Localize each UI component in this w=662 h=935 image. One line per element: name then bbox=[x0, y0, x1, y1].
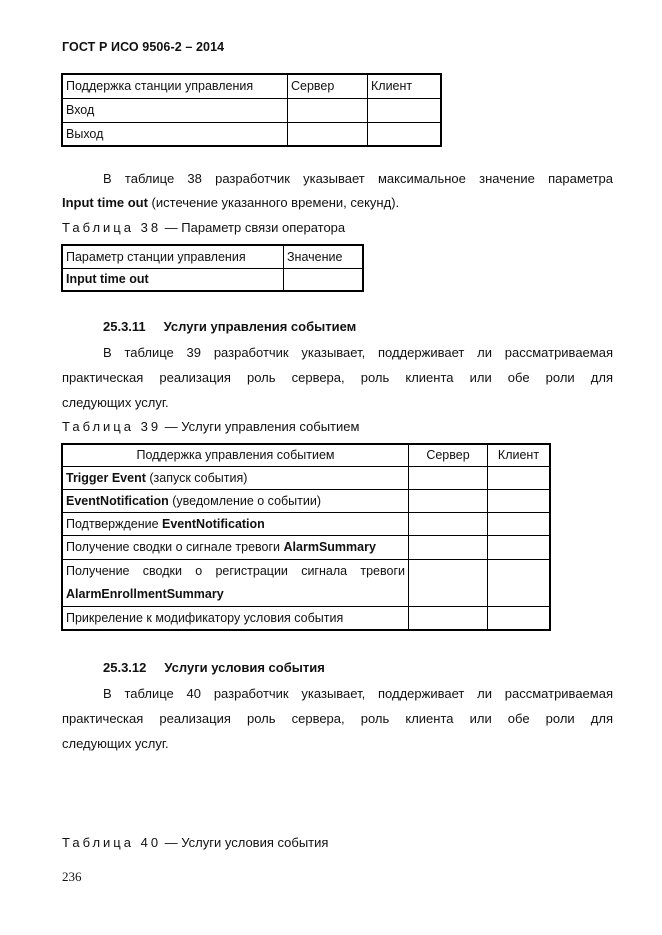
table-cell: Trigger Event (запуск события) bbox=[62, 466, 409, 489]
table-cell: Получение сводки о сигнале тревоги AlarmSummary bbox=[62, 535, 409, 559]
section-heading-25-3-12 bbox=[103, 660, 325, 675]
table-cell: EventNotification (уведомление о событии) bbox=[62, 489, 409, 512]
caption-text: — Услуги условия события bbox=[161, 835, 329, 850]
document-header: ГОСТ Р ИСО 9506-2 – 2014 bbox=[62, 40, 225, 54]
paragraph-40-line3: следующих услуг. bbox=[62, 736, 169, 751]
section-title: Услуги условия события bbox=[164, 660, 325, 675]
table-header-cell: Клиент bbox=[368, 74, 442, 98]
caption-39 bbox=[62, 419, 359, 434]
table-cell: Подтверждение EventNotification bbox=[62, 512, 409, 535]
section-number: 25.3.11 bbox=[103, 319, 146, 334]
table-cell: Вход bbox=[62, 98, 288, 122]
table-cell bbox=[284, 268, 364, 291]
caption-text: — Услуги управления событием bbox=[161, 419, 360, 434]
paragraph-39-line2: практическая реализация роль сервера, роль клиента или обе роли для bbox=[62, 370, 613, 385]
caption-label: Таблица 38 bbox=[62, 220, 162, 235]
table-cell bbox=[488, 606, 551, 630]
table-cell bbox=[488, 535, 551, 559]
paragraph-40-line2: практическая реализация роль сервера, роль клиента или обе роли для bbox=[62, 711, 613, 726]
param-name: Input time out bbox=[62, 195, 148, 210]
table-cell: Input time out bbox=[62, 268, 284, 291]
section-heading-25-3-11 bbox=[103, 319, 356, 334]
table-cell bbox=[488, 559, 551, 606]
caption-label: Таблица 39 bbox=[62, 419, 162, 434]
caption-38 bbox=[62, 220, 345, 235]
caption-40 bbox=[62, 835, 328, 850]
table-header-cell: Поддержка станции управления bbox=[62, 74, 288, 98]
table-cell bbox=[409, 489, 488, 512]
paragraph-38-line1: В таблице 38 разработчик указывает максимальное значение параметра bbox=[103, 171, 613, 186]
table-header-cell: Значение bbox=[284, 245, 364, 268]
table-cell bbox=[488, 512, 551, 535]
table-header-cell: Поддержка управления событием bbox=[62, 444, 409, 466]
table-header-cell: Сервер bbox=[409, 444, 488, 466]
table-cell bbox=[409, 535, 488, 559]
table-header-cell: Клиент bbox=[488, 444, 551, 466]
table-cell: Выход bbox=[62, 122, 288, 146]
section-title: Услуги управления событием bbox=[163, 319, 357, 334]
table-header-cell: Сервер bbox=[288, 74, 368, 98]
paragraph-38-line2 bbox=[62, 191, 613, 216]
table-cell bbox=[409, 466, 488, 489]
param-description: (истечение указанного времени, секунд). bbox=[147, 195, 400, 210]
paragraph-39-line3: следующих услуг. bbox=[62, 395, 169, 410]
station-support-table bbox=[61, 73, 442, 147]
table-cell bbox=[409, 512, 488, 535]
table-cell bbox=[488, 466, 551, 489]
table-cell bbox=[368, 122, 442, 146]
caption-text: — Параметр связи оператора bbox=[161, 220, 346, 235]
table-cell bbox=[409, 606, 488, 630]
table-cell bbox=[288, 122, 368, 146]
table-header-cell: Параметр станции управления bbox=[62, 245, 284, 268]
paragraph-40-line1: В таблице 40 разработчик указывает, поддерживает ли рассматриваемая bbox=[103, 686, 613, 701]
table-39 bbox=[61, 443, 551, 631]
page-number: 236 bbox=[62, 869, 82, 884]
table-cell: Получение сводки о регистрации сигнала тревоги AlarmEnrollmentSummary bbox=[62, 559, 409, 606]
table-cell bbox=[488, 489, 551, 512]
table-38 bbox=[61, 244, 364, 292]
table-cell: Прикреление к модификатору условия события bbox=[62, 606, 409, 630]
section-number: 25.3.12 bbox=[103, 660, 147, 675]
table-cell bbox=[409, 559, 488, 606]
table-cell bbox=[368, 98, 442, 122]
table-cell bbox=[288, 98, 368, 122]
caption-label: Таблица 40 bbox=[62, 835, 162, 850]
paragraph-39-line1: В таблице 39 разработчик указывает, поддерживает ли рассматриваемая bbox=[103, 345, 613, 360]
